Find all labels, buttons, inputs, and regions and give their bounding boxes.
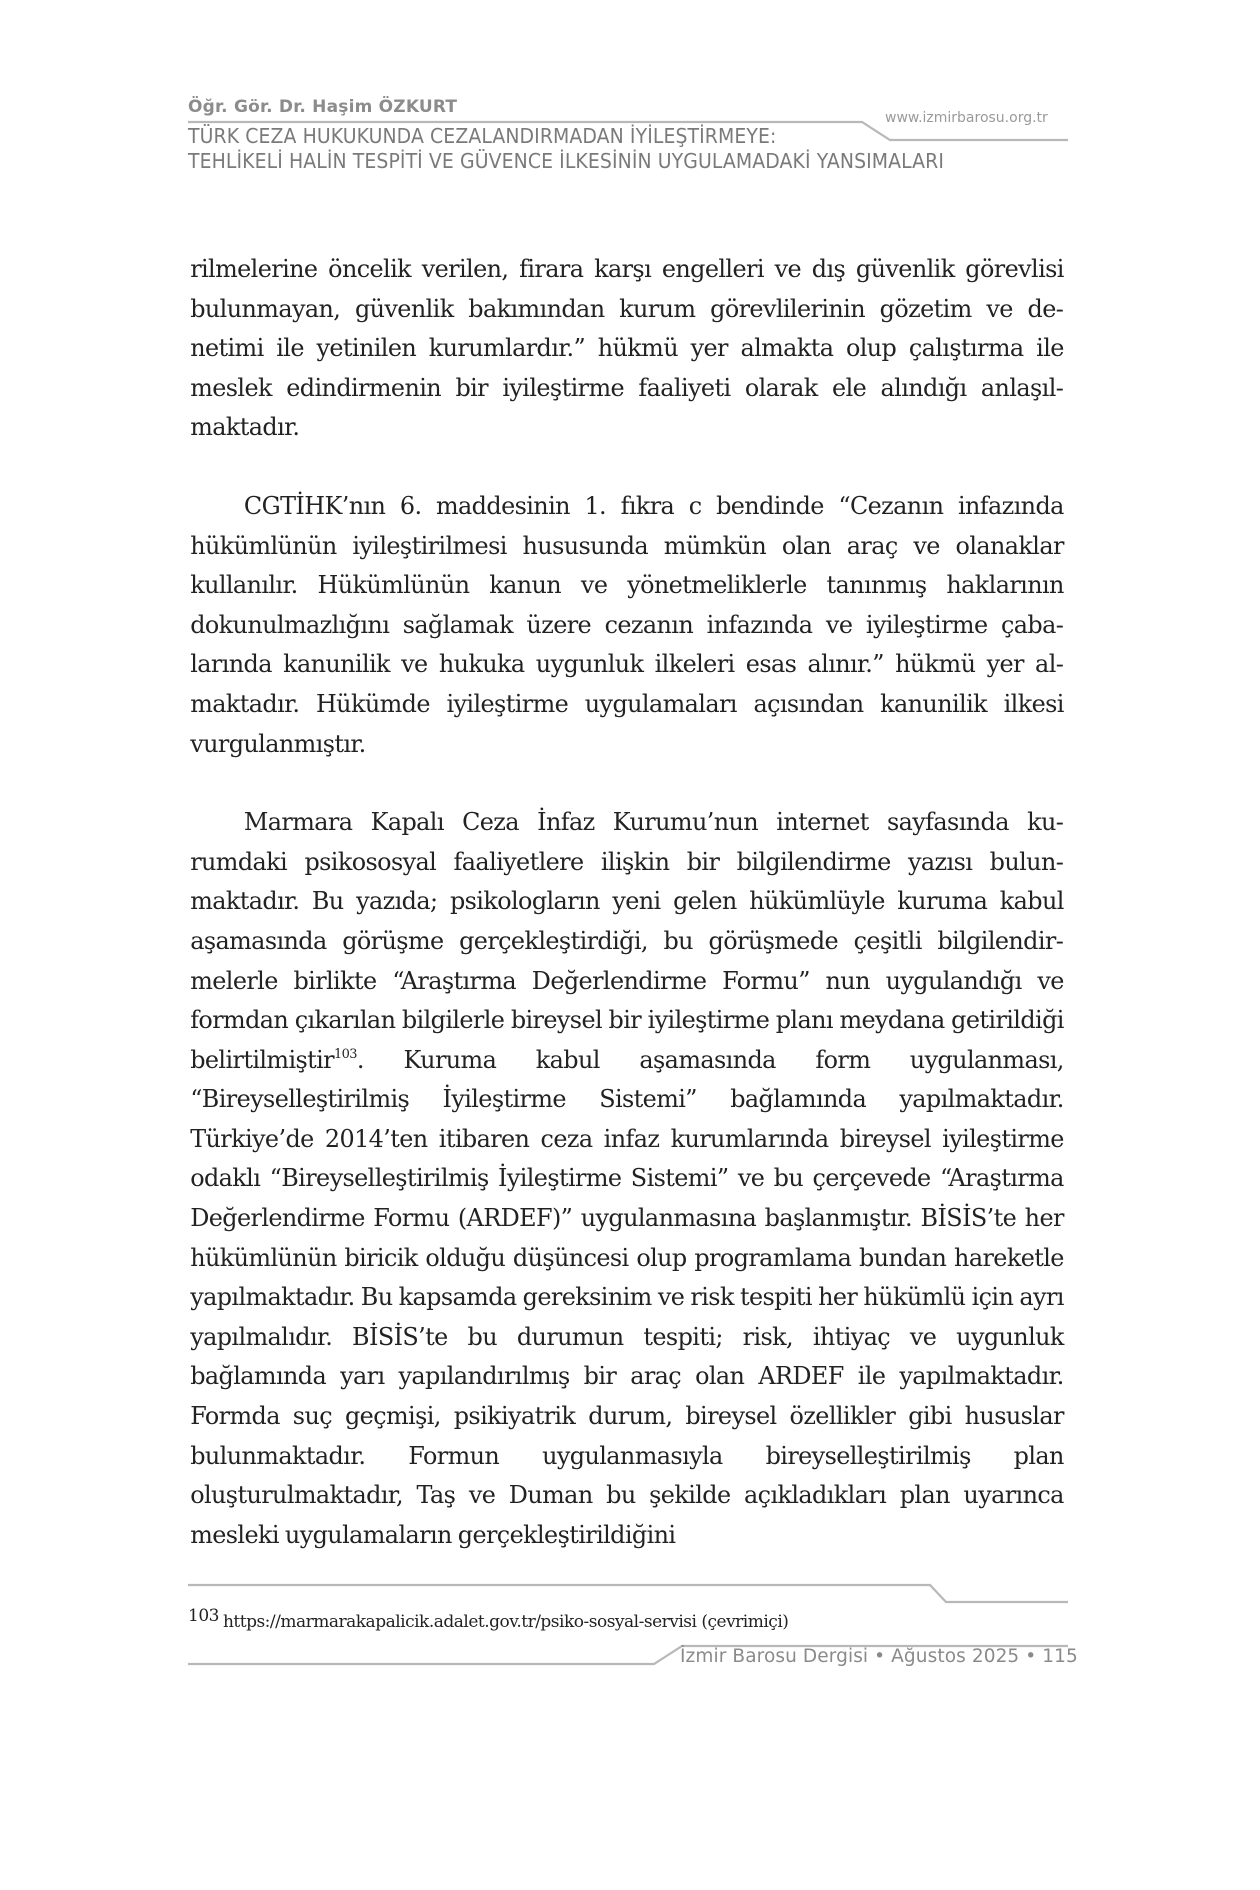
footnote-link[interactable]: https://marmarakapalicik.adalet.gov.tr/psiko-sosyal-servisi (çevrimiçi) (222, 1612, 789, 1632)
article-title-line-2: TEHLİKELİ HALİN TESPİTİ VE GÜVENCE İLKESİNİN UYGULAMADAKİ YANSIMALARI (188, 149, 945, 173)
footnote-separator-rule (188, 1585, 1068, 1602)
page-footer (680, 1646, 1078, 1667)
footnote (188, 1606, 789, 1632)
journal-name: İzmir Barosu Dergisi (680, 1646, 869, 1667)
paragraph (190, 803, 1064, 1555)
article-title-line-1: TÜRK CEZA HUKUKUNDA CEZALANDIRMADAN İYİLEŞTİRMEYE: (188, 124, 777, 148)
website-link[interactable]: www.izmirbarosu.org.tr (885, 110, 1048, 126)
paragraph-text: . Kuruma kabul aşamasında form uygulanması, “Bireyselleştirilmiş İyileştirme Sistemi” bağlamında yapılmaktadır. Türkiye’de 2014’ten itibaren ceza infaz kurumlarında bireysel iyileştirme odaklı “Bireyselleştirilmiş İyileştirme Sistemi” ve bu çerçevede “Araştırma Değerlendirme Formu (ARDEF)” uygulanmasına başlanmıştır. BİSİS’te her hükümlünün biricik olduğu düşüncesi olup programlama bundan hareketle yapılmaktadır. Bu kapsamda gereksinim ve risk tespiti her hükümlü için ayrı yapılmalıdır. BİSİS’te bu durumun tespiti; risk, ihtiyaç ve uygunluk bağlamında yarı yapılandırılmış bir araç olan ARDEF ile yapılmaktadır. Formda suç geçmişi, psikiyatrik durum, bireysel özellikler gibi hususlar bulunmaktadır. Formun uygulanmasıyla bireyselleştirilmiş plan oluşturulmaktadır, Taş ve Duman bu şekilde açıkladıkları plan uyarınca mesleki uygulamaların gerçekleştirildiğini (190, 1045, 1064, 1549)
author-name: Öğr. Gör. Dr. Haşim ÖZKURT (188, 97, 458, 117)
body-text (190, 250, 1064, 1555)
issue-date: Ağustos 2025 (891, 1646, 1020, 1667)
footnote-number: 103 (188, 1606, 219, 1626)
page-number: 115 (1042, 1646, 1078, 1667)
footnote-reference[interactable]: 103 (334, 1046, 357, 1062)
article-title (188, 124, 944, 174)
paragraph: CGTİHK’nın 6. maddesinin 1. fıkra c bendinde “Cezanın infazında hükümlünün iyileştirilmesi hususunda mümkün olan araç ve olanaklar kullanılır. Hükümlünün kanun ve yönetmeliklerle tanınmış haklarının dokunulmazlığını sağlamak üzere cezanın infazında ve iyileştirme çabalarında kanunilik ve hukuka uygunluk ilkeleri esas alınır.” hükmü yer almaktadır. Hükümde iyileştirme uygulamaları açısından kanunilik ilkesi vurgulanmıştır. (190, 491, 1064, 758)
paragraph-text: Marmara Kapalı Ceza İnfaz Kurumu’nun internet sayfasında kurumdaki psikososyal faaliyetlere ilişkin bir bilgilendirme yazısı bulunmaktadır. Bu yazıda; psikologların yeni gelen hükümlüyle kuruma kabul aşamasında görüşme gerçekleştirdiği, bu görüşmede çeşitli bilgilendirmelerle birlikte “Araştırma Değerlendirme Formu” nun uygulandığı ve formdan çıkarılan bilgilerle bireysel bir iyileştirme planı meydana getirildiği belirtilmiştir (190, 808, 1064, 1074)
footer-separator: • (1025, 1646, 1037, 1667)
footer-separator: • (874, 1646, 886, 1667)
paragraph: rilmelerine öncelik verilen, firara karşı engelleri ve dış güvenlik görevlisi bulunmayan, güvenlik bakımından kurum görevlilerinin gözetim ve denetimi ile yetinilen kurumlardır.” hükmü yer almakta olup çalıştırma ile meslek edindirmenin bir iyileştirme faaliyeti olarak ele alındığı anlaşılmaktadır. (190, 255, 1064, 442)
